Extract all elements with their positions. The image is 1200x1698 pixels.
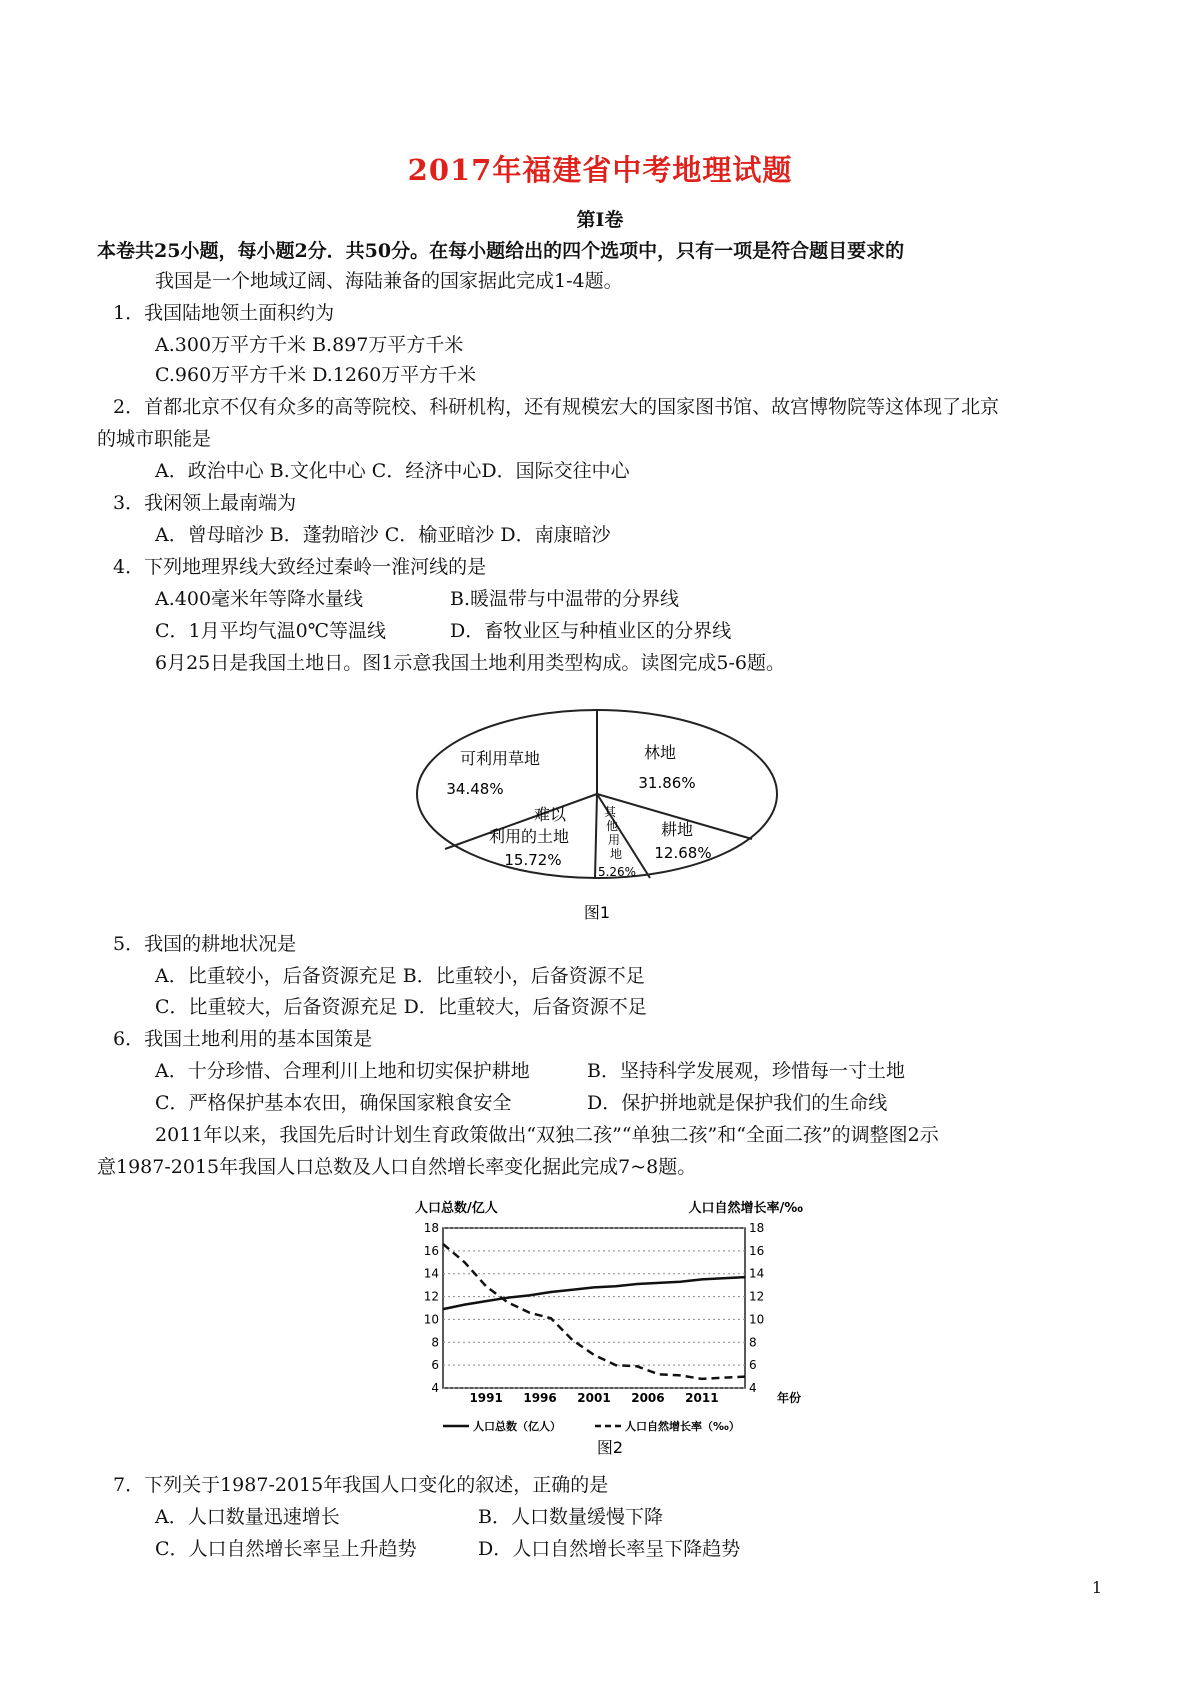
y-tick-label-right: 4 — [749, 1381, 757, 1395]
question-1-options-2: C.960万平方千米 D.1260万平方千米 — [155, 364, 477, 386]
y-tick-label-right: 10 — [749, 1312, 765, 1327]
slice-label-forest: 林地 — [643, 743, 677, 762]
question-4-option-b: B.暖温带与中温带的分界线 — [450, 588, 680, 610]
left-axis-title: 人口总数/亿人 — [415, 1201, 498, 1216]
question-4-option-a: A.400毫米年等降水量线 — [155, 588, 364, 610]
slice-label-cropland: 耕地 — [660, 820, 694, 839]
question-7-option-d: D．人口自然增长率呈下降趋势 — [478, 1538, 741, 1560]
question-5-options-2: C．比重较大，后备资源充足 D．比重较大，后备资源不足 — [155, 996, 647, 1018]
instructions: 本卷共25小题，每小题2分．共50分。在每小题给出的四个选项中，只有一项是符合题目要求的 — [97, 240, 905, 262]
legend-rate: 人口自然增长率（‰） — [625, 1420, 740, 1433]
y-tick-label-left: 18 — [423, 1221, 439, 1235]
question-2-stem-cont: 的城市职能是 — [97, 428, 212, 450]
slice-label-other-char: 他 — [605, 819, 619, 833]
y-tick-label-right: 18 — [749, 1221, 765, 1235]
x-tick-label: 1996 — [523, 1391, 557, 1405]
question-4-stem: 4．下列地理界线大致经过秦岭一淮河线的是 — [113, 556, 487, 578]
chart-grid — [443, 1228, 745, 1388]
question-1-options-1: A.300万平方千米 B.897万平方千米 — [155, 334, 464, 356]
question-2-stem: 2．首都北京不仅有众多的高等院校、科研机构，还有规模宏大的国家图书馆、故宫博物院等这体现了北京 — [113, 396, 1000, 418]
x-tick-label: 2011 — [685, 1391, 719, 1405]
slice-label-grassland: 可利用草地 — [459, 749, 541, 768]
intro-2: 6月25日是我国土地日。图1示意我国土地利用类型构成。读图完成5-6题。 — [155, 652, 785, 674]
y-tick-label-left: 6 — [431, 1358, 439, 1373]
y-tick-label-left: 8 — [431, 1335, 439, 1350]
line-chart — [415, 1198, 805, 1460]
slice-label-unusable-2: 利用的土地 — [488, 827, 570, 846]
series-line-total — [443, 1277, 745, 1309]
y-tick-label-right: 8 — [749, 1335, 757, 1350]
y-tick-label-right: 6 — [749, 1358, 757, 1373]
question-5-options-1: A．比重较小，后备资源充足 B．比重较小，后备资源不足 — [155, 965, 645, 987]
question-3-options: A．曾母暗沙 B．蓬勃暗沙 C．榆亚暗沙 D．南康暗沙 — [155, 524, 611, 546]
y-tick-label-left: 4 — [431, 1381, 439, 1395]
intro-3: 2011年以来，我国先后时计划生育政策做出“双独二孩”“单独二孩”和“全面二孩”的调整图2示 — [155, 1124, 939, 1146]
slice-value-cropland: 12.68% — [654, 844, 712, 862]
question-2-options: A．政治中心 B.文化中心 C．经济中心D．国际交往中心 — [155, 460, 630, 482]
figure-1-pie — [405, 708, 795, 943]
y-tick-label-right: 14 — [749, 1266, 765, 1281]
question-7-stem: 7．下列关于1987-2015年我国人口变化的叙述，正确的是 — [113, 1474, 609, 1496]
y-tick-label-right: 12 — [749, 1289, 765, 1304]
slice-value-forest: 31.86% — [638, 774, 696, 792]
pie-chart — [405, 708, 795, 943]
series-line-rate — [443, 1244, 745, 1379]
figure-2-chart — [415, 1198, 805, 1460]
slice-value-other: 5.26% — [597, 865, 637, 879]
question-6-option-a: A．十分珍惜、合理利川上地和切实保护耕地 — [155, 1060, 530, 1082]
legend-total: 人口总数（亿人） — [473, 1420, 561, 1433]
figure-2-caption: 图2 — [596, 1438, 624, 1457]
y-tick-label-left: 12 — [423, 1289, 439, 1304]
x-tick-label: 1991 — [469, 1391, 503, 1405]
y-tick-label-left: 16 — [423, 1243, 439, 1258]
question-7-option-a: A．人口数量迅速增长 — [155, 1506, 340, 1528]
intro-3-cont: 意1987-2015年我国人口总数及人口自然增长率变化据此完成7~8题。 — [97, 1156, 697, 1178]
question-4-option-d: D．畜牧业区与种植业区的分界线 — [450, 620, 732, 642]
question-6-option-d: D．保护拼地就是保护我们的生命线 — [587, 1092, 888, 1114]
slice-label-other-char: 用 — [607, 833, 621, 847]
slice-label-other-char: 地 — [609, 847, 623, 861]
y-tick-label-left: 10 — [423, 1312, 439, 1327]
question-3-stem: 3．我闲领上最南端为 — [113, 492, 297, 514]
x-tick-label: 2001 — [577, 1391, 611, 1405]
x-axis-unit: 年份 — [777, 1391, 802, 1405]
y-tick-label-left: 14 — [423, 1266, 439, 1281]
plot-frame — [443, 1228, 745, 1388]
slice-label-unusable-1: 难以 — [533, 805, 567, 824]
question-6-option-b: B．坚持科学发展观，珍惜每一寸土地 — [587, 1060, 905, 1082]
chart-series — [443, 1244, 745, 1379]
question-5-stem: 5．我国的耕地状况是 — [113, 933, 297, 955]
slice-value-grassland: 34.48% — [446, 780, 504, 798]
slice-value-unusable: 15.72% — [504, 851, 562, 869]
page-number: 1 — [1091, 1578, 1102, 1597]
intro-1: 我国是一个地域辽阔、海陆兼备的国家据此完成1-4题。 — [155, 270, 623, 292]
volume-heading: 第Ⅰ卷 — [576, 209, 624, 231]
figure-1-caption: 图1 — [583, 903, 611, 922]
page-title: 2017年福建省中考地理试题 — [407, 153, 793, 187]
y-tick-label-right: 16 — [749, 1243, 765, 1258]
question-4-option-c: C．1月平均气温0℃等温线 — [155, 620, 386, 642]
question-7-option-c: C．人口自然增长率呈上升趋势 — [155, 1538, 417, 1560]
x-tick-label: 2006 — [631, 1391, 665, 1405]
right-axis-title: 人口自然增长率/‰ — [688, 1201, 803, 1216]
question-7-option-b: B．人口数量缓慢下降 — [478, 1506, 663, 1528]
question-1-stem: 1．我国陆地领土面积约为 — [113, 302, 335, 324]
question-6-option-c: C．严格保护基本农田，确保国家粮食安全 — [155, 1092, 512, 1114]
question-6-stem: 6．我国土地利用的基本国策是 — [113, 1028, 373, 1050]
slice-label-other-char: 其 — [603, 805, 617, 819]
